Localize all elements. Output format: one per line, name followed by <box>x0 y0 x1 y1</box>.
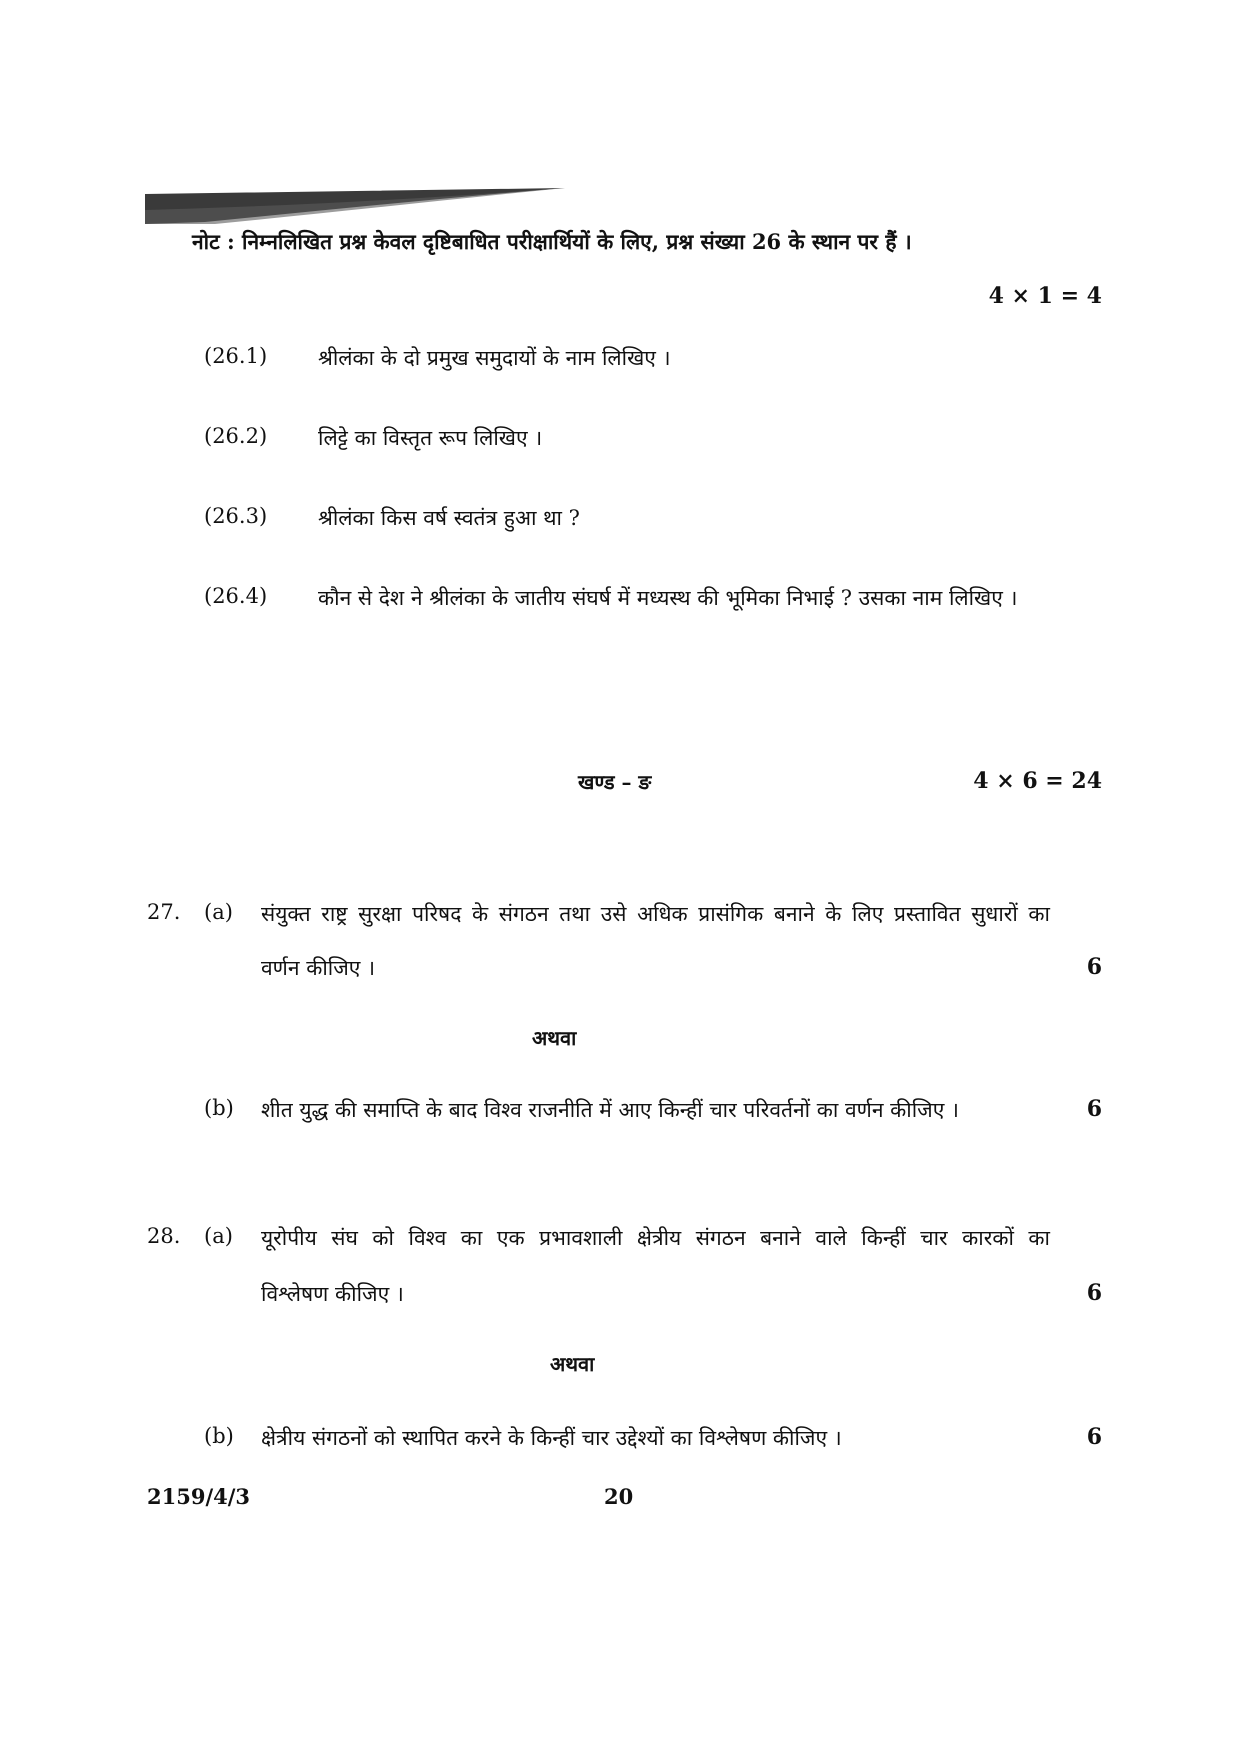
section-heading: खण्ड – ङ <box>578 770 652 794</box>
sub-question-text: श्रीलंका के दो प्रमुख समुदायों के नाम लिखिए । <box>318 346 671 370</box>
question-part-label: (b) <box>204 1096 234 1120</box>
or-separator: अथवा <box>550 1352 595 1376</box>
question-number: 27. <box>147 900 181 924</box>
sub-question-text: श्रीलंका किस वर्ष स्वतंत्र हुआ था ? <box>318 506 580 530</box>
paper-code: 2159/4/3 <box>147 1484 251 1509</box>
sub-question-text: लिट्टे का विस्तृत रूप लिखिए । <box>318 426 543 450</box>
or-separator: अथवा <box>532 1026 577 1050</box>
question-number: 28. <box>147 1224 181 1248</box>
question-text-line: शीत युद्ध की समाप्ति के बाद विश्व राजनीति में आए किन्हीं चार परिवर्तनों का वर्णन कीजिए । <box>261 1098 959 1122</box>
question-text-line: विश्लेषण कीजिए । <box>261 1282 404 1306</box>
question-marks: 6 <box>1086 954 1102 980</box>
sub-question-number: (26.2) <box>204 424 268 448</box>
note-text: नोट : निम्नलिखित प्रश्न केवल दृष्टिबाधित परीक्षार्थियों के लिए, प्रश्न संख्या 26 के स्थान पर हैं । <box>192 229 912 254</box>
question-text-line: क्षेत्रीय संगठनों को स्थापित करने के किन्हीं चार उद्देश्यों का विश्लेषण कीजिए । <box>261 1426 842 1450</box>
question-part-label: (a) <box>204 1224 233 1248</box>
question-marks: 6 <box>1086 1424 1102 1450</box>
sub-question-text: कौन से देश ने श्रीलंका के जातीय संघर्ष में मध्यस्थ की भूमिका निभाई ? उसका नाम लिखिए । <box>318 586 1018 610</box>
question-text-line: यूरोपीय संघ को विश्व का एक प्रभावशाली क्षेत्रीय संगठन बनाने वाले किन्हीं चार कारकों का <box>261 1226 1050 1250</box>
question-part-label: (a) <box>204 900 233 924</box>
question-text-line: संयुक्त राष्ट्र सुरक्षा परिषद के संगठन तथा उसे अधिक प्रासंगिक बनाने के लिए प्रस्तावित सुधारों का <box>261 902 1050 926</box>
section-marks: 4 × 6 = 24 <box>973 768 1102 794</box>
note-marks: 4 × 1 = 4 <box>988 283 1102 309</box>
question-marks: 6 <box>1086 1280 1102 1306</box>
sub-question-number: (26.1) <box>204 344 268 368</box>
sub-question-number: (26.3) <box>204 504 268 528</box>
sub-question-number: (26.4) <box>204 584 268 608</box>
page-number: 20 <box>604 1484 634 1509</box>
question-text-line: वर्णन कीजिए । <box>261 956 376 980</box>
header-swoosh-graphic <box>145 188 565 224</box>
question-part-label: (b) <box>204 1424 234 1448</box>
question-marks: 6 <box>1086 1096 1102 1122</box>
